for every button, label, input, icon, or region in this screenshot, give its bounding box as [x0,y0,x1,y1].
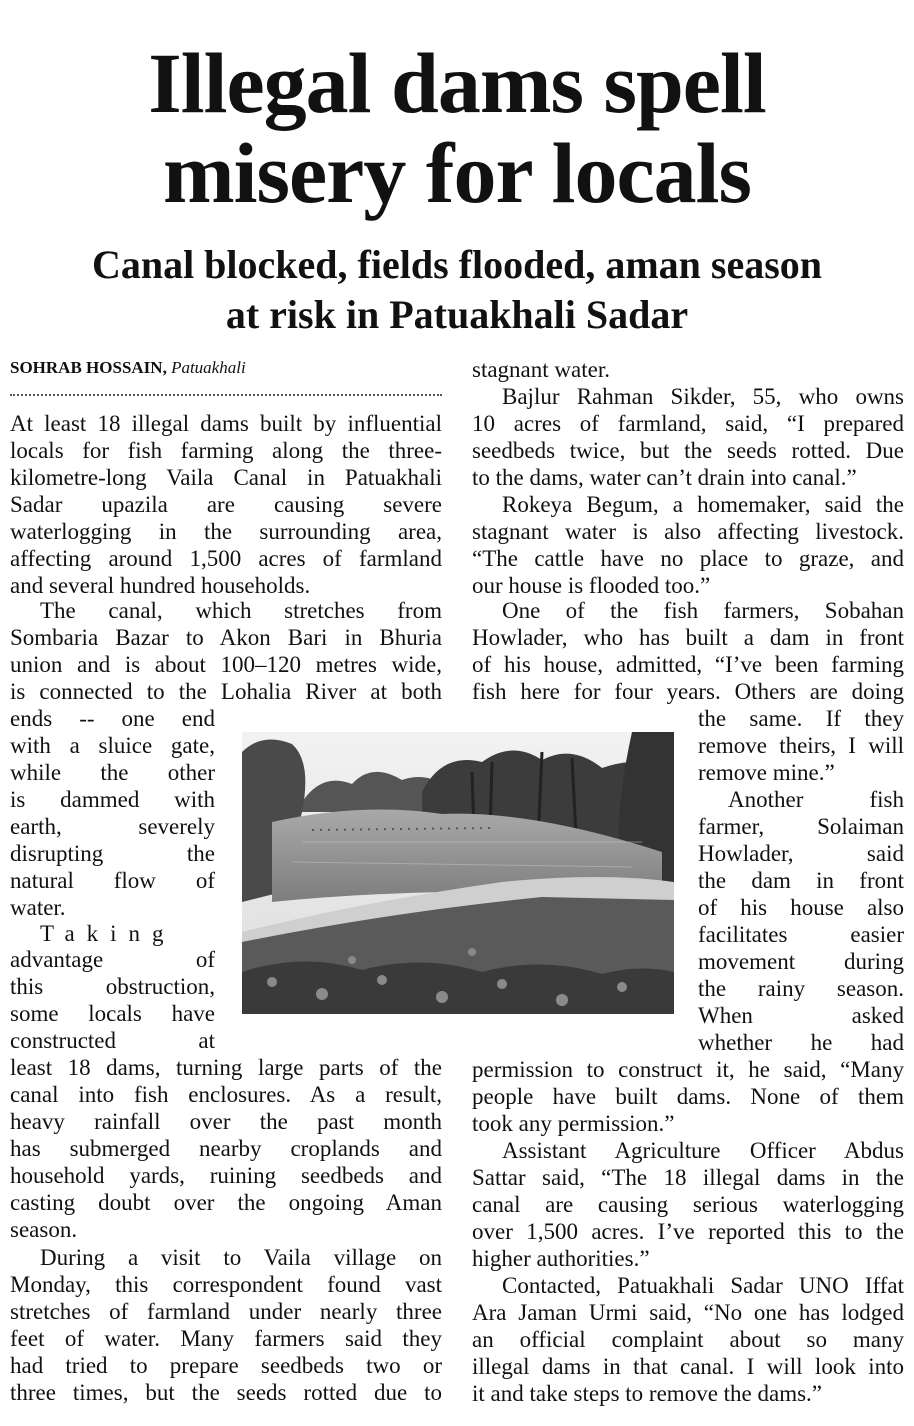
body-text-line: Monday, this correspondent found vast [10,1272,442,1297]
body-text-line: has submerged nearby croplands and [10,1136,442,1161]
body-text-line: stagnant water. [472,357,610,382]
body-text-line: heavy rainfall over the past month [10,1109,442,1134]
body-text-line: “The cattle have no place to graze, and [472,546,904,571]
body-text-line: fish here for four years. Others are doing [472,679,904,704]
body-text-line: At least 18 illegal dams built by influential [10,411,442,436]
body-text-line: higher authorities.” [472,1246,650,1271]
body-text-line: some locals have [10,1001,215,1026]
body-text-line: movement during [698,949,904,974]
body-text-line: farmer, Solaiman [698,814,904,839]
body-text-line: is connected to the Lohalia River at both [10,679,442,704]
headline [0,35,914,221]
body-text-line: over 1,500 acres. I’ve reported this to the [472,1219,904,1244]
body-text-line: union and is about 100–120 metres wide, [10,652,442,677]
body-text-line: water. [10,895,66,920]
body-text-line: natural flow of [10,868,215,893]
body-text-line: illegal dams in that canal. I will look into [472,1354,904,1379]
body-text-line: Howlader, who has built a dam in front [472,625,904,650]
body-text-line: household yards, ruining seedbeds and [10,1163,442,1188]
body-text-line: Howlader, said [698,841,904,866]
body-text-line: The canal, which stretches from [40,598,442,623]
body-text-line: stretches of farmland under nearly three [10,1299,442,1324]
canal-photo [242,732,674,1014]
byline-divider [10,394,442,396]
body-text-line: Assistant Agriculture Officer Abdus [502,1138,904,1163]
body-text-line: the same. If they [698,706,904,731]
headline-line: misery for locals [162,125,752,221]
body-text-line: affecting around 1,500 acres of farmland [10,546,442,571]
body-text-line: three times, but the seeds rotted due to [10,1380,442,1405]
body-text-line: feet of water. Many farmers said they [10,1326,442,1351]
body-text-line: waterlogging in the surrounding area, [10,519,442,544]
body-text-line: of his house also [698,895,904,920]
body-text-line: our house is flooded too.” [472,573,711,598]
body-text-line: stagnant water is also affecting livestock. [472,519,904,544]
body-text-line: Taking [40,921,176,946]
body-text-line: to the dams, water can’t drain into canal.” [472,465,857,490]
body-text-line: with a sluice gate, [10,733,215,758]
subheadline-line: Canal blocked, fields flooded, aman season [91,242,823,287]
body-text-line: Sombaria Bazar to Akon Bari in Bhuria [10,625,442,650]
canal-photo-image [242,732,674,1014]
body-text-line: least 18 dams, turning large parts of the [10,1055,442,1080]
body-text-line: permission to construct it, he said, “Many [472,1057,904,1082]
body-text-line: One of the fish farmers, Sobahan [502,598,904,623]
body-text-line: people have built dams. None of them [472,1084,904,1109]
body-text-line: had tried to prepare seedbeds two or [10,1353,442,1378]
body-text-line: Another fish [728,787,904,812]
body-text-line: facilitates easier [698,922,904,947]
byline [10,356,442,380]
body-text-line: ends -- one end [10,706,215,731]
body-text-line: remove mine.” [698,760,835,785]
body-text-line: took any permission.” [472,1111,675,1136]
body-text-line: earth, severely [10,814,215,839]
body-text-line: the rainy season. [698,976,904,1001]
body-text-line: Ara Jaman Urmi said, “No one has lodged [472,1300,904,1325]
body-text-line: kilometre-long Vaila Canal in Patuakhali [10,465,442,490]
body-text-line: Contacted, Patuakhali Sadar UNO Iffat [502,1273,904,1298]
subheadline [0,240,914,340]
body-text-line: of his house, admitted, “I’ve been farming [472,652,904,677]
body-text-line: constructed at [10,1028,215,1053]
body-text-line: seedbeds twice, but the seeds rotted. Due [472,438,904,463]
body-text-line: whether he had [698,1030,904,1055]
body-text-line: while the other [10,760,215,785]
body-text-line: the dam in front [698,868,904,893]
body-text-line: canal are causing serious waterlogging [472,1192,904,1217]
body-text-line: When asked [698,1003,904,1028]
body-text-line: disrupting the [10,841,215,866]
body-text-line: Bajlur Rahman Sikder, 55, who owns [502,384,904,409]
body-text-line: Rokeya Begum, a homemaker, said the [502,492,904,517]
byline-author: SOHRAB HOSSAIN, [10,358,167,377]
subheadline-line: at risk in Patuakhali Sadar [225,292,689,337]
headline-line: Illegal dams spell [148,35,766,131]
body-text-line: this obstruction, [10,974,215,999]
body-text-line: locals for fish farming along the three- [10,438,442,463]
body-text-line: advantage of [10,947,215,972]
body-text-line: remove theirs, I will [698,733,904,758]
body-text-line: 10 acres of farmland, said, “I prepared [472,411,904,436]
body-text-line: and several hundred households. [10,573,311,598]
body-text-line: During a visit to Vaila village on [40,1245,442,1270]
body-text-line: is dammed with [10,787,215,812]
body-text-line: Sadar upazila are causing severe [10,492,442,517]
body-text-line: canal into fish enclosures. As a result, [10,1082,442,1107]
body-text-line: an official complaint about so many [472,1327,904,1352]
body-text-line: Sattar said, “The 18 illegal dams in the [472,1165,904,1190]
byline-location: Patuakhali [171,358,246,377]
body-text-line: season. [10,1217,78,1242]
body-text-line: casting doubt over the ongoing Aman [10,1190,442,1215]
body-text-line: it and take steps to remove the dams.” [472,1381,823,1406]
